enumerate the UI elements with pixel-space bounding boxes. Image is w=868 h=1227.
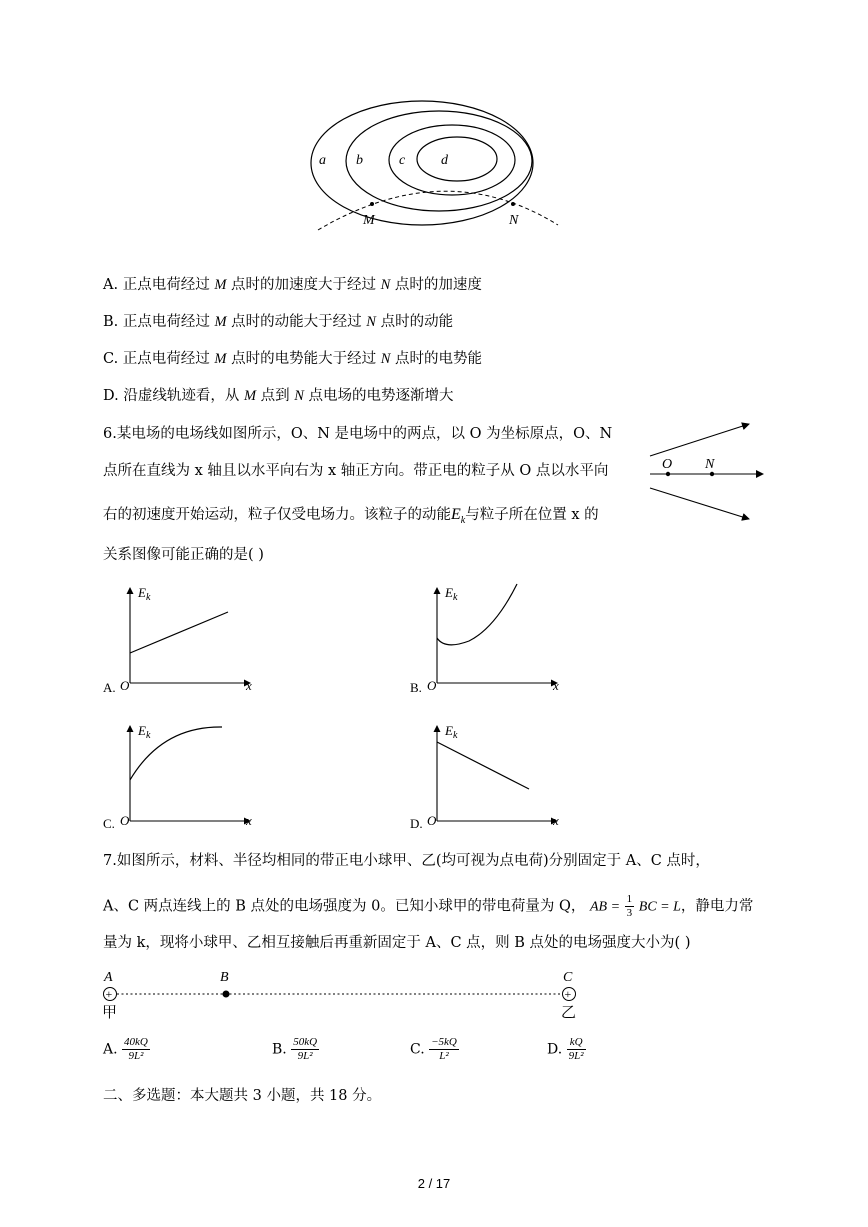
option-a-label: A. <box>103 680 116 695</box>
y-label: $E_k$ <box>138 723 151 741</box>
q6-line-4: 关系图像可能正确的是( ) <box>103 547 264 563</box>
graph-d <box>407 718 577 833</box>
label-a: A <box>104 970 113 985</box>
origin-label: O <box>427 678 437 693</box>
q6-line-1: 6.某电场的电场线如图所示，O、N 是电场中的两点，以 O 为坐标原点，O、N <box>103 426 613 442</box>
label-o: O <box>662 457 673 472</box>
label-m: M <box>363 213 375 228</box>
label-c: C <box>563 970 573 985</box>
ellipse-a <box>311 101 533 225</box>
option-d-label: D. <box>410 816 423 831</box>
label-b: B <box>220 970 229 985</box>
field-line-upper <box>650 424 749 456</box>
y-label: $E_k$ <box>445 723 458 741</box>
y-label: $E_k$ <box>138 585 151 603</box>
q7-option-d: D. $\frac{kQ}{\text{9L²}}$ <box>547 1036 584 1062</box>
q7-option-a: A. $\frac{40kQ}{\text{9L²}}$ <box>103 1036 148 1062</box>
q7-line-3: 量为 k，现将小球甲、乙相互接触后再重新固定于 A、C 点，则 B 点处的电场强度大小为( ) <box>103 935 691 951</box>
option-b-label: B. <box>410 680 422 695</box>
curve-a <box>130 612 228 653</box>
label-a: a <box>319 153 326 168</box>
charges-figure <box>95 965 595 1020</box>
option-c-label: C. <box>103 816 115 831</box>
label-d: d <box>441 153 448 168</box>
plus-sign-c: + <box>564 987 572 1001</box>
point-b <box>223 991 230 998</box>
eq-fraction: $\frac{1}{3}$ <box>626 893 633 919</box>
q7-line-2: A、C 两点连线上的 B 点处的电场强度为 0。已知小球甲的带电荷量为 Q， AB = $\frac{1}{3}$ BC = L，静电力常 <box>103 893 754 919</box>
label-b: b <box>356 153 363 168</box>
q5-option-a: A. 正点电荷经过 M 点时的加速度大于经过 N 点时的加速度 <box>103 277 482 293</box>
field-lines-figure <box>645 418 767 526</box>
label-yi: 乙 <box>561 1005 577 1020</box>
x-label: x <box>246 813 252 828</box>
x-label: x <box>553 813 559 828</box>
section-2-heading: 二、多选题：本大题共 3 小题，共 18 分。 <box>103 1088 382 1104</box>
graph-c <box>100 718 270 833</box>
ellipse-c <box>389 125 515 195</box>
q5-option-d: D. 沿虚线轨迹看，从 M 点到 N 点电场的电势逐渐增大 <box>103 388 454 404</box>
label-jia: 甲 <box>102 1005 118 1020</box>
point-n <box>511 202 515 206</box>
curve-d <box>437 742 529 789</box>
x-label: x <box>553 678 559 693</box>
q6-line-2: 点所在直线为 x 轴且以水平向右为 x 轴正方向。带正电的粒子从 O 点以水平向 <box>103 463 609 479</box>
graph-a <box>100 580 270 695</box>
point-o <box>666 472 670 476</box>
x-label: x <box>246 678 252 693</box>
q5-option-b: B. 正点电荷经过 M 点时的动能大于经过 N 点时的动能 <box>103 314 454 330</box>
field-line-lower <box>650 488 749 519</box>
label-n: N <box>509 213 519 228</box>
origin-label: O <box>427 813 437 828</box>
point-m <box>370 202 374 206</box>
eq-ab: AB = <box>590 899 621 915</box>
q7-option-b: B. $\frac{50kQ}{\text{9L²}}$ <box>272 1036 318 1062</box>
origin-label: O <box>120 678 130 693</box>
origin-label: O <box>120 813 130 828</box>
ellipse-d <box>417 137 497 181</box>
q6-line-3: 右的初速度开始运动，粒子仅受电场力。该粒子的动能$E_k$与粒子所在位置 x 的 <box>103 506 599 526</box>
graph-b <box>407 580 577 695</box>
page-number: 2 / 17 <box>417 1176 451 1191</box>
plus-sign-a: + <box>105 987 113 1001</box>
equipotential-figure <box>300 95 580 245</box>
eq-bc: BC = L <box>638 899 681 915</box>
label-n: N <box>705 457 715 472</box>
point-n <box>710 472 714 476</box>
q5-option-c: C. 正点电荷经过 M 点时的电势能大于经过 N 点时的电势能 <box>103 351 482 367</box>
label-c: c <box>399 153 406 168</box>
q7-line-1: 7.如图所示，材料、半径均相同的带正电小球甲、乙(均可视为点电荷)分别固定于 A、C 点时， <box>103 853 710 869</box>
y-label: $E_k$ <box>445 585 458 603</box>
q7-option-c: C. $\frac{-5kQ}{\text{L²}}$ <box>410 1036 457 1062</box>
